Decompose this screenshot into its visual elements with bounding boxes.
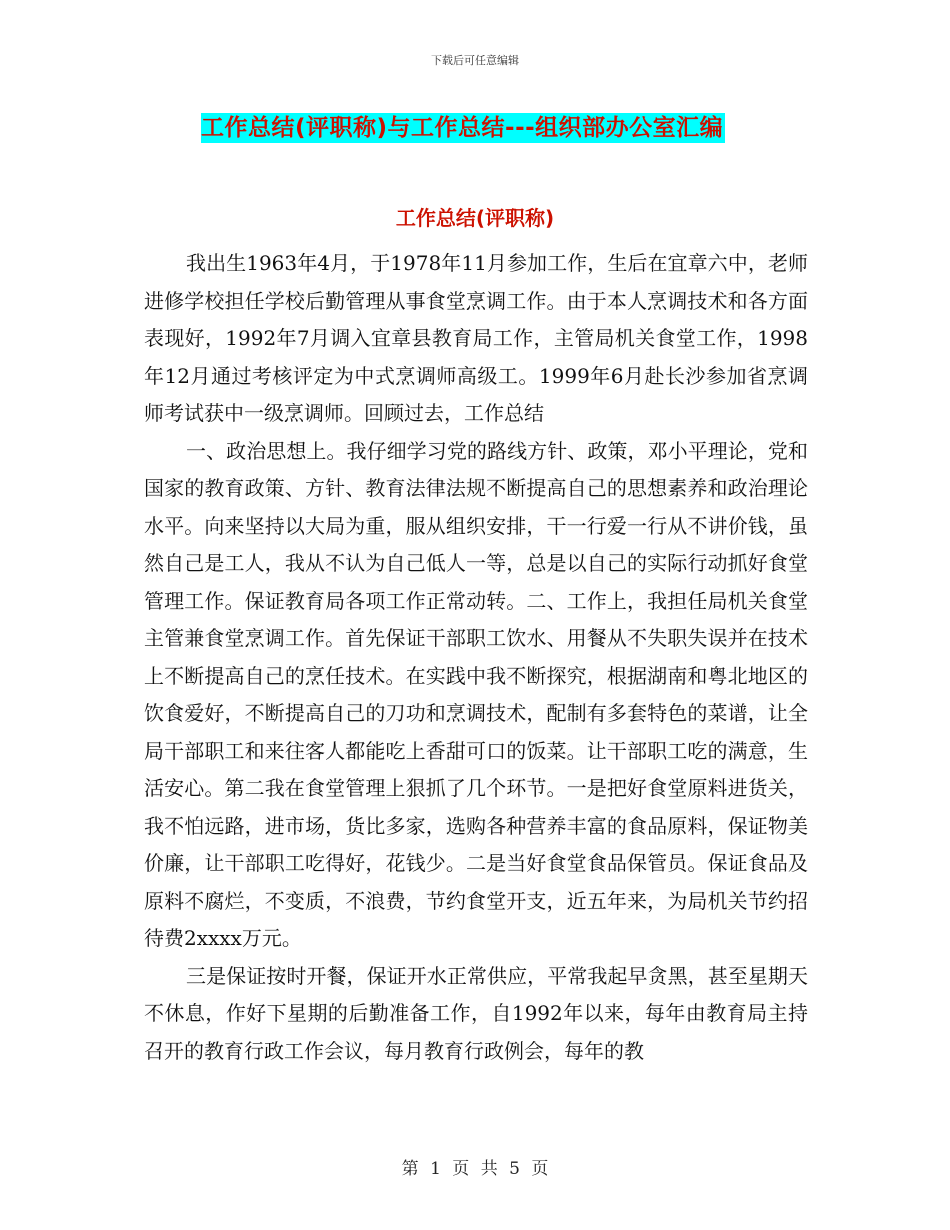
paragraph-intro: 我出生1963年4月，于1978年11月参加工作，生后在宜章六中，老师进修学校担任学校后勤管理从事食堂烹调工作。由于本人烹调技术和各方面表现好，1992年7月调入宜章县教育局工作，主管局机关食堂工作，1998年12月通过考核评定为中式烹调师高级工。1999年6月赴长沙参加省烹调师考试获中一级烹调师。回顾过去，工作总结 (144, 251, 808, 425)
document-sub-title: 工作总结(评职称) (395, 206, 555, 230)
page-number-footer: 第 1 页 共 5 页 (401, 1159, 549, 1179)
document-body (144, 245, 808, 1070)
header-note: 下载后可任意编辑 (431, 54, 519, 67)
document-main-title: 工作总结(评职称)与工作总结---组织部办公室汇编 (201, 115, 724, 141)
paragraph-work-summary: 一、政治思想上。我仔细学习党的路线方针、政策，邓小平理论，党和国家的教育政策、方针、教育法律法规不断提高自己的思想素养和政治理论水平。向来坚持以大局为重，服从组织安排，干一行爱一行从不讲价钱，虽然自己是工人，我从不认为自己低人一等，总是以自己的实际行动抓好食堂管理工作。保证教育局各项工作正常动转。二、工作上，我担任局机关食堂主管兼食堂烹调工作。首先保证干部职工饮水、用餐从不失职失误并在技术上不断提高自己的烹任技术。在实践中我不断探究，根据湖南和粤北地区的饮食爱好，不断提高自己的刀功和烹调技术，配制有多套特色的菜谱，让全局干部职工和来往客人都能吃上香甜可口的饭菜。让干部职工吃的满意，生活安心。第二我在食堂管理上狠抓了几个环节。一是把好食堂原料进货关，我不怕远路，进市场，货比多家，选购各种营养丰富的食品原料，保证物美价廉，让干部职工吃得好，花钱少。二是当好食堂食品保管员。保证食品及原料不腐烂，不变质，不浪费，节约食堂开支，近五年来，为局机关节约招待费2xxxx万元。 (144, 438, 808, 950)
paragraph-meals-schedule: 三是保证按时开餐，保证开水正常供应，平常我起早贪黑，甚至星期天不休息，作好下星期的后勤准备工作，自1992年以来，每年由教育局主持召开的教育行政工作会议，每月教育行政例会，每年的教 (144, 963, 808, 1063)
